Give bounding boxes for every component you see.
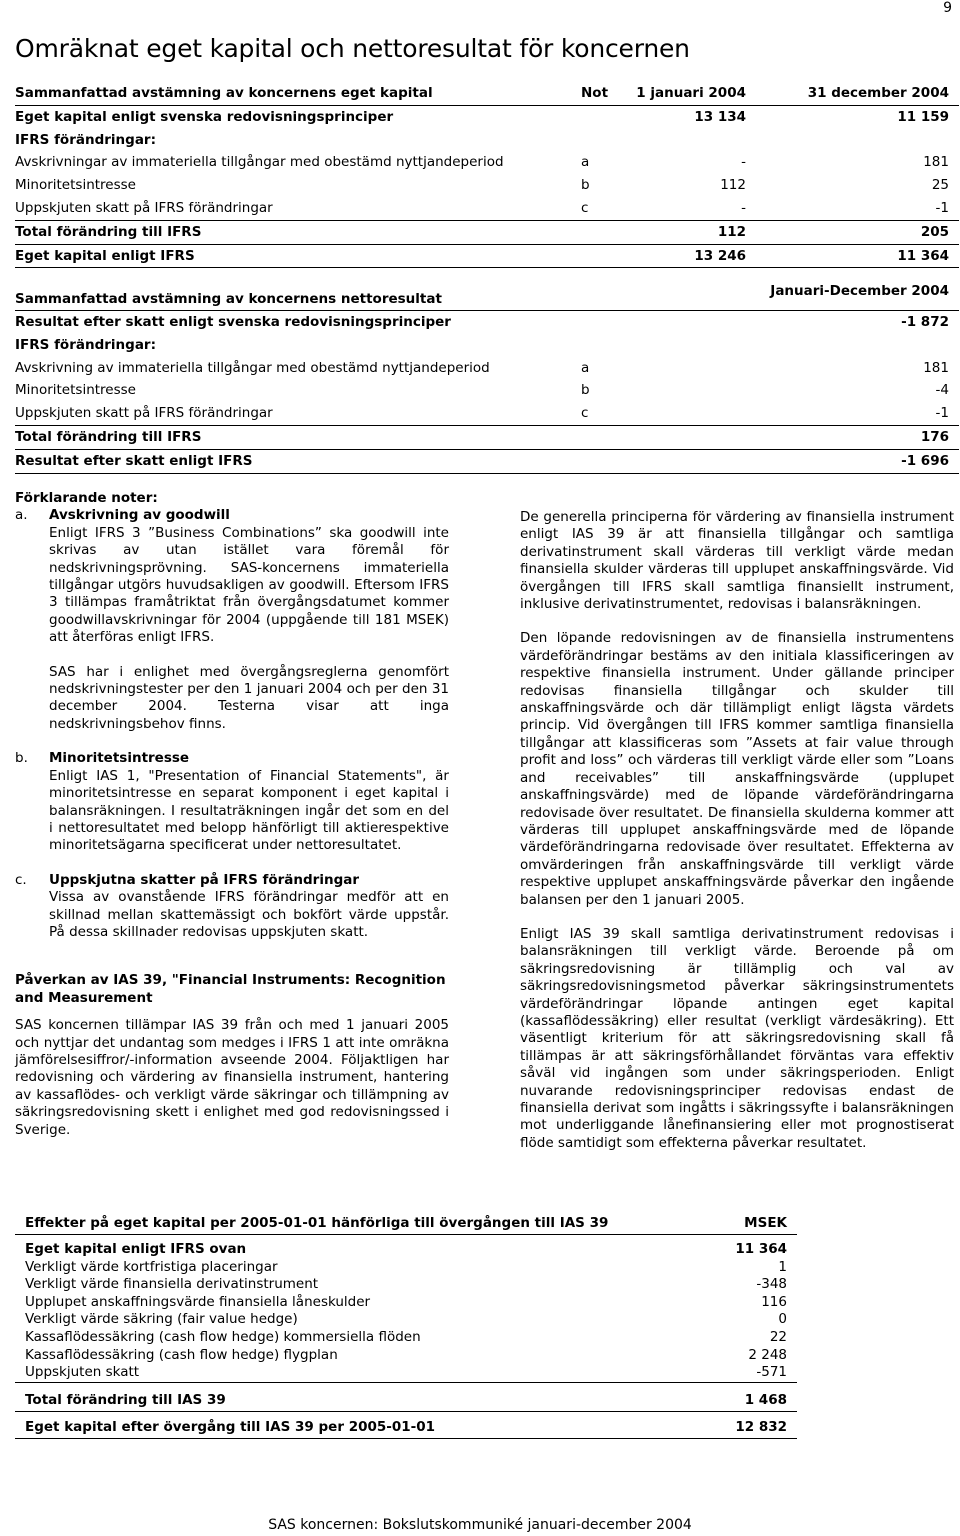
row-label: Minoritetsintresse	[15, 177, 136, 194]
row-label: Resultat efter skatt enligt svenska redovisningsprinciper	[15, 314, 451, 330]
header-value: MSEK	[744, 1215, 787, 1231]
table-row	[15, 1259, 797, 1277]
note-paragraph: Enligt IFRS 3 ”Business Combinations” ska goodwill inte skrivas av utan istället vara föremål för nedskrivningsprövning. SAS-koncernens immateriella tillgångar utgörs huvudsakligen av goodwill. Eftersom IFRS 3 tillämpas framåtriktat från övergångsdatumet kommer goodwillavskrivningar för 2004 (uppgående till 181 MSEK) att återföras enligt IFRS.	[49, 524, 449, 646]
header-label: Sammanfattad avstämning av koncernens eget kapital	[15, 85, 433, 101]
row-value: 1 468	[744, 1391, 787, 1408]
note-heading: Uppskjutna skatter på IFRS förändringar	[49, 871, 360, 888]
table-row	[15, 174, 959, 197]
row-col1: -	[741, 154, 746, 171]
notes-heading: Förklarande noter:	[15, 490, 158, 506]
table-row	[15, 334, 959, 357]
table-row	[15, 1311, 797, 1329]
row-col1: 13 134	[694, 108, 746, 125]
row-label: Eget kapital efter övergång till IAS 39 per 2005-01-01	[25, 1418, 436, 1435]
row-col1: 13 246	[694, 247, 746, 264]
row-col2: 181	[923, 154, 949, 171]
row-label: Kassaflödessäkring (cash flow hedge) flygplan	[25, 1346, 338, 1363]
note-a	[15, 507, 449, 733]
ias39-paragraph: SAS koncernen tillämpar IAS 39 från och med 1 januari 2005 och nyttjar det undantag som medges i IFRS 1 att inte omräkna jämförelsesiffror/-information avseende 2004. Följaktligen har redovisning och värdering av finansiella instrument, hantering av kassaflödes- och verkligt värde säkringar och tillämpning av säkringsredovisning skett i enlighet med god redovisningssed i Sverige.	[15, 1017, 449, 1138]
row-label: Upplupet anskaffningsvärde finansiella låneskulder	[25, 1293, 371, 1310]
table-row	[15, 197, 959, 221]
right-column	[520, 509, 954, 1169]
table-row	[15, 129, 959, 152]
row-value: -571	[756, 1364, 787, 1381]
note-marker: a.	[15, 507, 28, 524]
note-c	[15, 872, 449, 942]
row-label: Total förändring till IFRS	[15, 223, 202, 240]
header-label: Effekter på eget kapital per 2005-01-01 hänförliga till övergången till IAS 39	[25, 1215, 609, 1231]
row-not: c	[581, 405, 589, 422]
row-value: 0	[778, 1311, 787, 1328]
row-label: Minoritetsintresse	[15, 382, 136, 399]
row-not: a	[581, 154, 590, 171]
table-row	[15, 1347, 797, 1365]
note-marker: b.	[15, 750, 28, 767]
page-footer: SAS koncernen: Bokslutskommuniké januari-december 2004	[268, 1517, 692, 1533]
row-label: Uppskjuten skatt på IFRS förändringar	[15, 405, 273, 422]
row-label: IFRS förändringar:	[15, 131, 156, 148]
body-paragraph: De generella principerna för värdering av finansiella instrument enligt IAS 39 är att finansiella tillgångar och samtliga derivatinstrument skall värderas till verkligt värde medan finansiella skulder värderas till upplupet anskaffningsvärde. Vid övergången till IFRS skall samtliga finansiellt instrument, inklusive derivatinstrumentet, redovisas i balansräkningen.	[520, 509, 954, 613]
row-col2: 205	[920, 223, 949, 240]
table-row	[15, 106, 959, 129]
header-not: Not	[581, 85, 609, 101]
table-row	[15, 1241, 797, 1259]
row-not: a	[581, 359, 590, 376]
header-col2: 31 december 2004	[807, 85, 949, 101]
header-col1: 1 januari 2004	[636, 85, 746, 101]
row-col1: -	[741, 199, 746, 216]
table-row	[15, 1416, 797, 1439]
ias39-heading: Påverkan av IAS 39, "Financial Instruments: Recognition and Measurement	[15, 972, 446, 1006]
equity-table-header	[15, 82, 959, 106]
table-row	[15, 151, 959, 174]
row-label: Eget kapital enligt IFRS ovan	[25, 1241, 247, 1257]
row-col2: 25	[931, 177, 949, 194]
result-table	[15, 280, 959, 474]
table-row	[15, 221, 959, 245]
header-col2: Januari-December 2004	[770, 283, 949, 299]
row-value: 1	[778, 1258, 787, 1275]
table-row	[15, 1329, 797, 1347]
left-column	[15, 490, 449, 1156]
table-row	[15, 1276, 797, 1294]
row-label: Uppskjuten skatt	[25, 1364, 140, 1381]
effects-table	[15, 1212, 797, 1439]
row-label: Kassaflödessäkring (cash flow hedge) kommersiella flöden	[25, 1328, 421, 1345]
row-label: Eget kapital enligt IFRS	[15, 247, 195, 264]
row-label: Total förändring till IFRS	[15, 428, 202, 445]
note-marker: c.	[15, 871, 27, 888]
row-label: Verkligt värde säkring (fair value hedge)	[25, 1311, 298, 1328]
page-title: Omräknat eget kapital och nettoresultat för koncernen	[15, 34, 690, 63]
table-row	[15, 1294, 797, 1312]
row-col2: 11 364	[897, 247, 949, 264]
table-row	[15, 1389, 797, 1412]
body-paragraph: Den löpande redovisningen av de finansiella instrumentens värdeförändringar bestäms av den initiala klassificeringen av respektive finansiella instrument. Under gällande principer redovisas finansiella tillgångar och skulder till anskaffningsvärde och där tillämpligt enligt lägsta värdets princip. Vid övergången till IFRS kommer samtliga finansiella tillgångar att klassificeras som ”Assets at fair value through profit and loss” och värderas till verkligt värde eller som ”Loans and receivables” till anskaffningsvärde (upplupet anskaffningsvärde) med de löpande värdeförändringarna redovisade över resultatet. De finansiella skulderna kommer att värderas till upplupet anskaffningsvärde med de löpande värdeförändringarna redovisade över resultatet. Effekterna av omvärderingen från anskaffningsvärde till verkligt värde respektive upplupet anskaffningsvärde påverkar den ingående balansen per den 1 januari 2005.	[520, 630, 954, 908]
row-not: c	[581, 199, 589, 216]
row-col1: 112	[717, 223, 746, 240]
table-row	[15, 311, 959, 334]
row-label: IFRS förändringar:	[15, 336, 156, 353]
header-label: Sammanfattad avstämning av koncernens nettoresultat	[15, 291, 442, 307]
row-col1: 112	[720, 177, 746, 194]
row-label: Uppskjuten skatt på IFRS förändringar	[15, 199, 273, 216]
row-label: Avskrivning av immateriella tillgångar med obestämd nyttjandeperiod	[15, 359, 490, 376]
page-number: 9	[943, 0, 952, 16]
row-value: 116	[761, 1293, 787, 1310]
table-row	[15, 245, 959, 269]
row-value: 2 248	[748, 1346, 787, 1363]
note-heading: Minoritetsintresse	[49, 750, 190, 767]
row-col2: 176	[920, 428, 949, 445]
row-col2: 181	[923, 359, 949, 376]
row-not: b	[581, 382, 590, 399]
table-row	[15, 379, 959, 402]
row-col2: -1 872	[901, 314, 949, 330]
body-paragraph: Enligt IAS 39 skall samtliga derivatinstrument redovisas i balansräkningen till verkligt värde. Beroende på om säkringsredovisning är tillämplig och val av säkringsredovisningsmetod påverkar säkringsinstrumentets värdeförändringar löpande antingen eget kapital (kassaflödessäkring) eller resultat (verkligt värdesäkring). Ett väsentligt kriterium för att säkringsredovisning skall få tillämpas är att säkringsförhållandet förväntas vara effektiv såväl vid ingången som under säkringsperioden. Enligt nuvarande redovisningsprinciper redovisas endast de finansiella derivat som ingåtts i säkringssyfte i balansräkningen mot underliggande lånefinansiering eller mot prognostiserat flöde samtidigt som effekterna påverkar resultatet.	[520, 925, 954, 1151]
row-value: 22	[769, 1328, 787, 1345]
table-row	[15, 357, 959, 380]
row-value: 11 364	[735, 1241, 787, 1257]
effects-table-header	[15, 1212, 797, 1235]
note-paragraph: Vissa av ovanstående IFRS förändringar medför att en skillnad mellan skattemässigt och bokfört värde uppstår. På dessa skillnader redovisas uppskjuten skatt.	[49, 889, 449, 940]
row-label: Eget kapital enligt svenska redovisningsprinciper	[15, 108, 394, 125]
row-label: Resultat efter skatt enligt IFRS	[15, 452, 253, 469]
row-label: Verkligt värde kortfristiga placeringar	[25, 1258, 278, 1275]
result-table-header	[15, 280, 959, 311]
row-col2: -1 696	[901, 452, 949, 469]
table-row	[15, 1364, 797, 1383]
row-label: Total förändring till IAS 39	[25, 1391, 226, 1408]
row-col2: -1	[935, 405, 949, 422]
row-value: 12 832	[735, 1418, 787, 1435]
row-col2: -4	[935, 382, 949, 399]
row-label: Verkligt värde finansiella derivatinstrument	[25, 1276, 319, 1293]
row-col2: -1	[935, 199, 949, 216]
table-row	[15, 402, 959, 426]
row-not: b	[581, 177, 590, 194]
note-b	[15, 750, 449, 854]
equity-table	[15, 82, 959, 268]
row-label: Avskrivningar av immateriella tillgångar med obestämd nyttjandeperiod	[15, 154, 504, 171]
row-col2: 11 159	[897, 108, 949, 125]
row-value: -348	[756, 1276, 787, 1293]
table-row	[15, 426, 959, 450]
note-paragraph: Enligt IAS 1, "Presentation of Financial Statements", är minoritetsintresse en separat komponent i eget kapital i balansräkningen. I resultaträkningen ingår det som en del i nettoresultatet med belopp hänförligt till aktierespektive minoritetsägarna specificerat under nettoresultatet.	[49, 767, 449, 854]
table-row	[15, 450, 959, 474]
note-heading: Avskrivning av goodwill	[49, 507, 230, 524]
note-paragraph: SAS har i enlighet med övergångsreglerna genomfört nedskrivningstester per den 1 januari 2004 och per den 31 december 2004. Testerna visar att inga nedskrivningsbehov finns.	[49, 663, 449, 732]
